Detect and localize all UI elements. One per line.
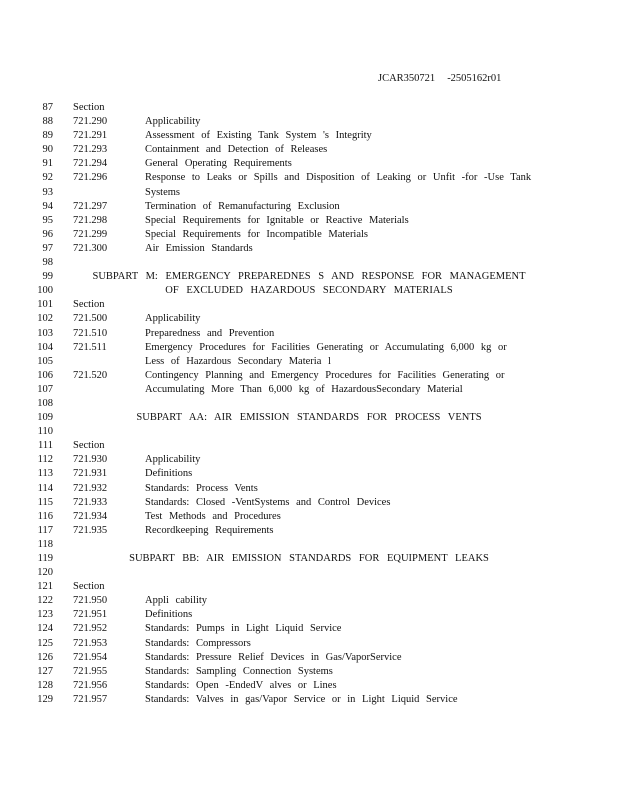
document-line	[0, 369, 618, 383]
section-number: 721.298	[73, 214, 108, 226]
document-line	[0, 284, 618, 298]
section-number: 721.297	[73, 200, 108, 212]
line-number: 87	[42, 102, 53, 113]
document-line	[0, 341, 618, 355]
line-number: 117	[37, 524, 53, 536]
document-line	[0, 157, 618, 171]
document-line	[0, 228, 618, 242]
document-line	[0, 651, 618, 665]
line-number: 120	[37, 567, 53, 579]
section-title: Standards: Sampling Connection Systems	[145, 665, 333, 677]
document-line	[0, 101, 618, 115]
document-line	[0, 608, 618, 622]
section-title: Recordkeeping Requirements	[145, 524, 274, 536]
document-line	[0, 679, 618, 693]
document-line	[0, 524, 618, 538]
line-number: 107	[37, 383, 53, 395]
line-number: 121	[37, 581, 53, 593]
line-number: 95	[42, 214, 53, 226]
document-line	[0, 411, 618, 425]
section-title: Assessment of Existing Tank System 's Integrity	[145, 130, 372, 142]
section-label: Section	[73, 440, 105, 452]
section-number: 721.510	[73, 327, 108, 339]
document-line	[0, 383, 618, 397]
document-line	[0, 298, 618, 312]
section-title: Containment and Detection of Releases	[145, 144, 328, 156]
line-number: 123	[37, 609, 53, 621]
line-number: 104	[37, 341, 53, 353]
line-number: 98	[42, 257, 53, 269]
document-line	[0, 594, 618, 608]
line-number: 125	[37, 637, 53, 649]
document-header	[378, 73, 501, 84]
document-revision-code: -2505162r01	[447, 73, 502, 84]
line-number: 97	[42, 242, 53, 254]
section-title: Emergency Procedures for Facilities Generating or Accumulating 6,000 kg or	[145, 341, 507, 353]
section-number: 721.935	[73, 524, 108, 536]
line-number: 100	[37, 285, 53, 297]
section-title: Test Methods and Procedures	[145, 510, 281, 522]
document-line	[0, 467, 618, 481]
line-number: 119	[37, 553, 53, 564]
line-number: 101	[37, 299, 53, 311]
line-number: 112	[37, 454, 53, 466]
document-line	[0, 312, 618, 326]
section-title: Standards: Closed -VentSystems and Control Devices	[145, 496, 391, 508]
section-title: Air Emission Standards	[145, 242, 253, 254]
line-number: 106	[37, 369, 53, 381]
section-number: 721.296	[73, 172, 108, 184]
section-number: 721.290	[73, 116, 108, 128]
section-number: 721.951	[73, 609, 108, 621]
line-number: 109	[37, 412, 53, 424]
document-line	[0, 439, 618, 453]
section-number: 721.520	[73, 369, 108, 381]
line-number: 91	[42, 158, 53, 170]
line-number: 128	[37, 679, 53, 691]
subpart-heading: OF EXCLUDED HAZARDOUS SECONDARY MATERIALS	[165, 285, 453, 297]
section-number: 721.954	[73, 651, 108, 663]
section-label: Section	[73, 581, 105, 593]
section-number: 721.934	[73, 510, 108, 522]
line-number: 94	[42, 200, 53, 212]
section-title: Applicability	[145, 116, 201, 128]
document-line	[0, 580, 618, 594]
line-number: 105	[37, 355, 53, 367]
document-line	[0, 622, 618, 636]
line-number: 92	[42, 172, 53, 184]
document-line	[0, 143, 618, 157]
document-line	[0, 200, 618, 214]
subpart-heading: SUBPART BB: AIR EMISSION STANDARDS FOR EQUIPMENT LEAKS	[129, 553, 489, 564]
document-line	[0, 482, 618, 496]
document-line	[0, 665, 618, 679]
document-line	[0, 115, 618, 129]
line-number: 108	[37, 397, 53, 409]
document-line	[0, 538, 618, 552]
section-title: Definitions	[145, 468, 193, 480]
document-line	[0, 270, 618, 284]
document-line	[0, 496, 618, 510]
section-title: Special Requirements for Ignitable or Reactive Materials	[145, 214, 409, 226]
line-number: 124	[37, 623, 53, 635]
document-code: JCAR350721	[378, 73, 436, 84]
section-title: Special Requirements for Incompatible Materials	[145, 228, 369, 240]
section-number: 721.933	[73, 496, 108, 508]
document-line	[0, 566, 618, 580]
document-line	[0, 171, 618, 185]
line-number: 114	[37, 482, 53, 494]
line-number: 115	[37, 496, 53, 508]
line-number: 127	[37, 665, 53, 677]
line-number: 102	[37, 313, 53, 325]
section-title: Standards: Process Vents	[145, 482, 258, 494]
table-of-contents	[0, 101, 618, 707]
document-line	[0, 242, 618, 256]
document-line	[0, 397, 618, 411]
section-title: Standards: Open -EndedV alves or Lines	[145, 679, 337, 691]
section-title: Contingency Planning and Emergency Procedures for Facilities Generating or	[145, 369, 505, 381]
section-number: 721.299	[73, 228, 108, 240]
section-title-continued: Less of Hazardous Secondary Materia l	[145, 355, 331, 367]
section-title: Applicability	[145, 313, 201, 325]
section-number: 721.511	[73, 341, 107, 353]
subpart-heading: SUBPART M: EMERGENCY PREPAREDNES S AND RESPONSE FOR MANAGEMENT	[92, 271, 526, 283]
document-line	[0, 256, 618, 270]
document-line	[0, 510, 618, 524]
section-title: Appli cability	[145, 595, 208, 607]
section-title: Definitions	[145, 609, 193, 621]
section-number: 721.930	[73, 454, 108, 466]
section-number: 721.952	[73, 623, 108, 635]
section-title: Standards: Compressors	[145, 637, 251, 649]
document-line	[0, 214, 618, 228]
section-number: 721.300	[73, 242, 108, 254]
section-number: 721.956	[73, 679, 108, 691]
section-title: General Operating Requirements	[145, 158, 292, 170]
section-label: Section	[73, 102, 105, 113]
line-number: 111	[38, 440, 53, 452]
section-number: 721.950	[73, 595, 108, 607]
line-number: 126	[37, 651, 53, 663]
section-number: 721.957	[73, 693, 108, 705]
document-line	[0, 453, 618, 467]
section-title: Standards: Pressure Relief Devices in Gas/VaporService	[145, 651, 402, 663]
line-number: 113	[37, 468, 53, 480]
section-number: 721.293	[73, 144, 108, 156]
document-line	[0, 355, 618, 369]
section-number: 721.955	[73, 665, 108, 677]
line-number: 96	[42, 228, 53, 240]
document-line	[0, 693, 618, 707]
section-number: 721.953	[73, 637, 108, 649]
document-line	[0, 327, 618, 341]
line-number: 99	[42, 271, 53, 283]
line-number: 88	[42, 116, 53, 128]
section-title: Standards: Pumps in Light Liquid Service	[145, 623, 342, 635]
line-number: 89	[42, 130, 53, 142]
document-line	[0, 425, 618, 439]
section-number: 721.500	[73, 313, 108, 325]
section-label: Section	[73, 299, 105, 311]
section-number: 721.931	[73, 468, 108, 480]
line-number: 103	[37, 327, 53, 339]
section-title-continued: Accumulating More Than 6,000 kg of HazardousSecondary Material	[145, 383, 463, 395]
line-number: 90	[42, 144, 53, 156]
line-number: 93	[42, 186, 53, 198]
section-title: Standards: Valves in gas/Vapor Service or in Light Liquid Service	[145, 693, 458, 705]
section-title: Termination of Remanufacturing Exclusion	[145, 200, 340, 212]
line-number: 129	[37, 693, 53, 705]
document-line	[0, 637, 618, 651]
section-title: Preparedness and Prevention	[145, 327, 275, 339]
subpart-heading: SUBPART AA: AIR EMISSION STANDARDS FOR PROCESS VENTS	[136, 412, 482, 424]
document-line	[0, 552, 618, 566]
section-number: 721.932	[73, 482, 108, 494]
section-title: Response to Leaks or Spills and Disposition of Leaking or Unfit -for -Use Tank	[145, 172, 532, 184]
line-number: 118	[37, 538, 53, 550]
section-number: 721.291	[73, 130, 108, 142]
document-line	[0, 186, 618, 200]
section-number: 721.294	[73, 158, 108, 170]
line-number: 116	[37, 510, 53, 522]
line-number: 110	[37, 426, 53, 438]
line-number: 122	[37, 595, 53, 607]
section-title: Applicability	[145, 454, 201, 466]
section-title-continued: Systems	[145, 186, 181, 198]
document-line	[0, 129, 618, 143]
